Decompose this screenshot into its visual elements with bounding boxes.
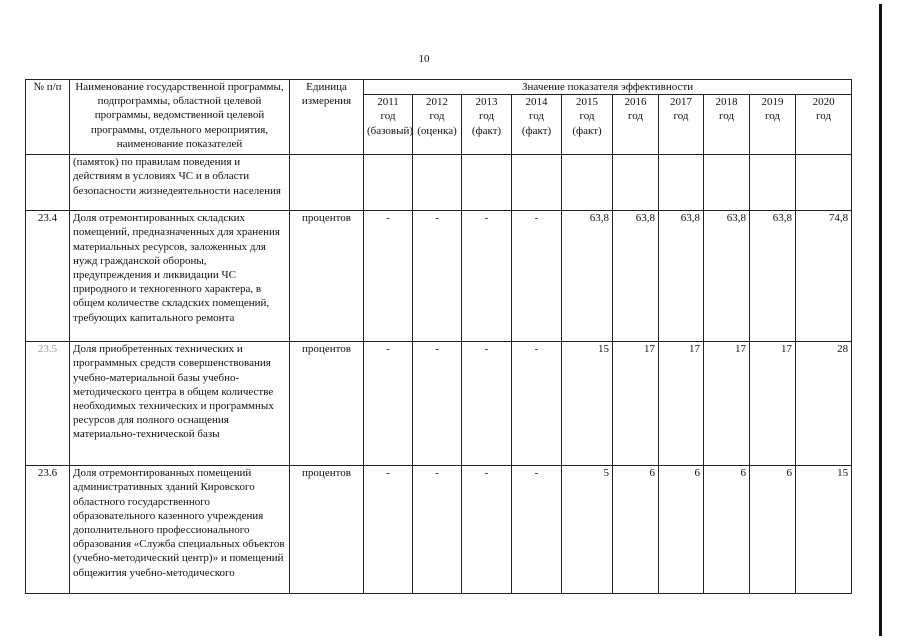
value-2020: 74,8 — [796, 211, 852, 342]
value-2014 — [512, 155, 562, 211]
header-year-2014 — [512, 95, 562, 155]
indicator-name: (памяток) по правилам поведения и действиям в условиях ЧС и в области безопасности жизнедеятельности населения — [70, 155, 290, 211]
year-label: год (оценка) — [417, 110, 457, 137]
header-year-2013 — [462, 95, 512, 155]
year-number: 2011 — [377, 96, 399, 109]
value-2012 — [413, 155, 462, 211]
value-2011 — [364, 155, 413, 211]
year-number: 2015 — [576, 96, 598, 109]
header-year-2018 — [704, 95, 750, 155]
value-2012: - — [413, 466, 462, 594]
value-2018: 6 — [704, 466, 750, 594]
year-label: год — [816, 110, 832, 123]
value-2015 — [562, 155, 613, 211]
indicator-name: Доля отремонтированных складских помещений, предназначенных для хранения материальных ресурсов, заложенных для нужд гражданской обороны, предупреждения и ликвидации ЧС природного и техногенного характера, в общем количестве складских помещений, требующих капитального ремонта — [70, 211, 290, 342]
year-number: 2018 — [715, 96, 738, 109]
value-2013 — [462, 155, 512, 211]
value-2020: 15 — [796, 466, 852, 594]
value-2013: - — [462, 466, 512, 594]
year-label: год (факт) — [572, 110, 602, 137]
year-label: год — [673, 110, 689, 123]
header-values: Значение показателя эффективности — [364, 80, 852, 95]
header-number: № п/п — [26, 80, 70, 155]
table-row — [26, 155, 852, 211]
value-2017: 63,8 — [659, 211, 704, 342]
header-year-2016 — [613, 95, 659, 155]
value-2019 — [750, 155, 796, 211]
value-2017: 17 — [659, 342, 704, 466]
year-number: 2019 — [761, 96, 784, 109]
row-number — [26, 155, 70, 211]
header-year-2020 — [796, 95, 852, 155]
unit — [290, 155, 364, 211]
year-label: год — [627, 110, 644, 123]
year-label: год — [764, 110, 781, 123]
row-number: 23.6 — [26, 466, 70, 594]
row-number: 23.5 — [26, 342, 70, 466]
unit: процентов — [290, 342, 364, 466]
value-2016 — [613, 155, 659, 211]
year-label: год (факт) — [521, 110, 552, 137]
year-label: год (базовый) — [367, 110, 414, 137]
value-2015: 63,8 — [562, 211, 613, 342]
value-2017: 6 — [659, 466, 704, 594]
table-row — [26, 342, 852, 466]
value-2020 — [796, 155, 852, 211]
value-2014: - — [512, 211, 562, 342]
year-number: 2012 — [426, 96, 448, 109]
value-2019: 63,8 — [750, 211, 796, 342]
value-2017 — [659, 155, 704, 211]
indicator-name: Доля отремонтированных помещений административных зданий Кировского областного государственного образовательного казенного учреждения дополнительного профессионального образования «Служба специальных объектов (учебно-методический центр)» и помещений общежития учебно-методического — [70, 466, 290, 594]
header-year-2012 — [413, 95, 462, 155]
header-year-2017 — [659, 95, 704, 155]
year-label: год — [718, 110, 735, 123]
value-2011: - — [364, 342, 413, 466]
value-2014: - — [512, 466, 562, 594]
year-label: год (факт) — [471, 110, 502, 137]
value-2013: - — [462, 211, 512, 342]
value-2015: 15 — [562, 342, 613, 466]
value-2011: - — [364, 466, 413, 594]
page-number: 10 — [418, 53, 430, 65]
value-2012: - — [413, 211, 462, 342]
header-year-2019 — [750, 95, 796, 155]
value-2016: 17 — [613, 342, 659, 466]
indicators-table — [25, 79, 852, 594]
value-2018 — [704, 155, 750, 211]
scan-edge-bar — [879, 4, 882, 636]
header-year-2015 — [562, 95, 613, 155]
unit: процентов — [290, 466, 364, 594]
value-2014: - — [512, 342, 562, 466]
year-number: 2014 — [525, 96, 548, 109]
header-year-2011 — [364, 95, 413, 155]
indicator-name: Доля приобретенных технических и программных средств совершенствования учебно-материальной базы учебно-методического центра в общем количестве необходимых технических и программных ресурсов для полного оснащения материально-технической базы — [70, 342, 290, 466]
value-2019: 17 — [750, 342, 796, 466]
table-row — [26, 211, 852, 342]
value-2015: 5 — [562, 466, 613, 594]
header-unit: Единица измерения — [290, 80, 364, 155]
year-number: 2013 — [475, 96, 498, 109]
value-2020: 28 — [796, 342, 852, 466]
year-number: 2020 — [812, 96, 835, 109]
table-row — [26, 466, 852, 594]
value-2012: - — [413, 342, 462, 466]
year-number: 2017 — [670, 96, 692, 109]
year-number: 2016 — [624, 96, 647, 109]
row-number: 23.4 — [26, 211, 70, 342]
unit: процентов — [290, 211, 364, 342]
value-2018: 17 — [704, 342, 750, 466]
value-2016: 63,8 — [613, 211, 659, 342]
value-2019: 6 — [750, 466, 796, 594]
value-2011: - — [364, 211, 413, 342]
header-name: Наименование государственной программы, подпрограммы, областной целевой программы, ведомственной целевой программы, отдельного мероприятия, наименование показателей — [70, 80, 290, 155]
value-2016: 6 — [613, 466, 659, 594]
value-2018: 63,8 — [704, 211, 750, 342]
value-2013: - — [462, 342, 512, 466]
